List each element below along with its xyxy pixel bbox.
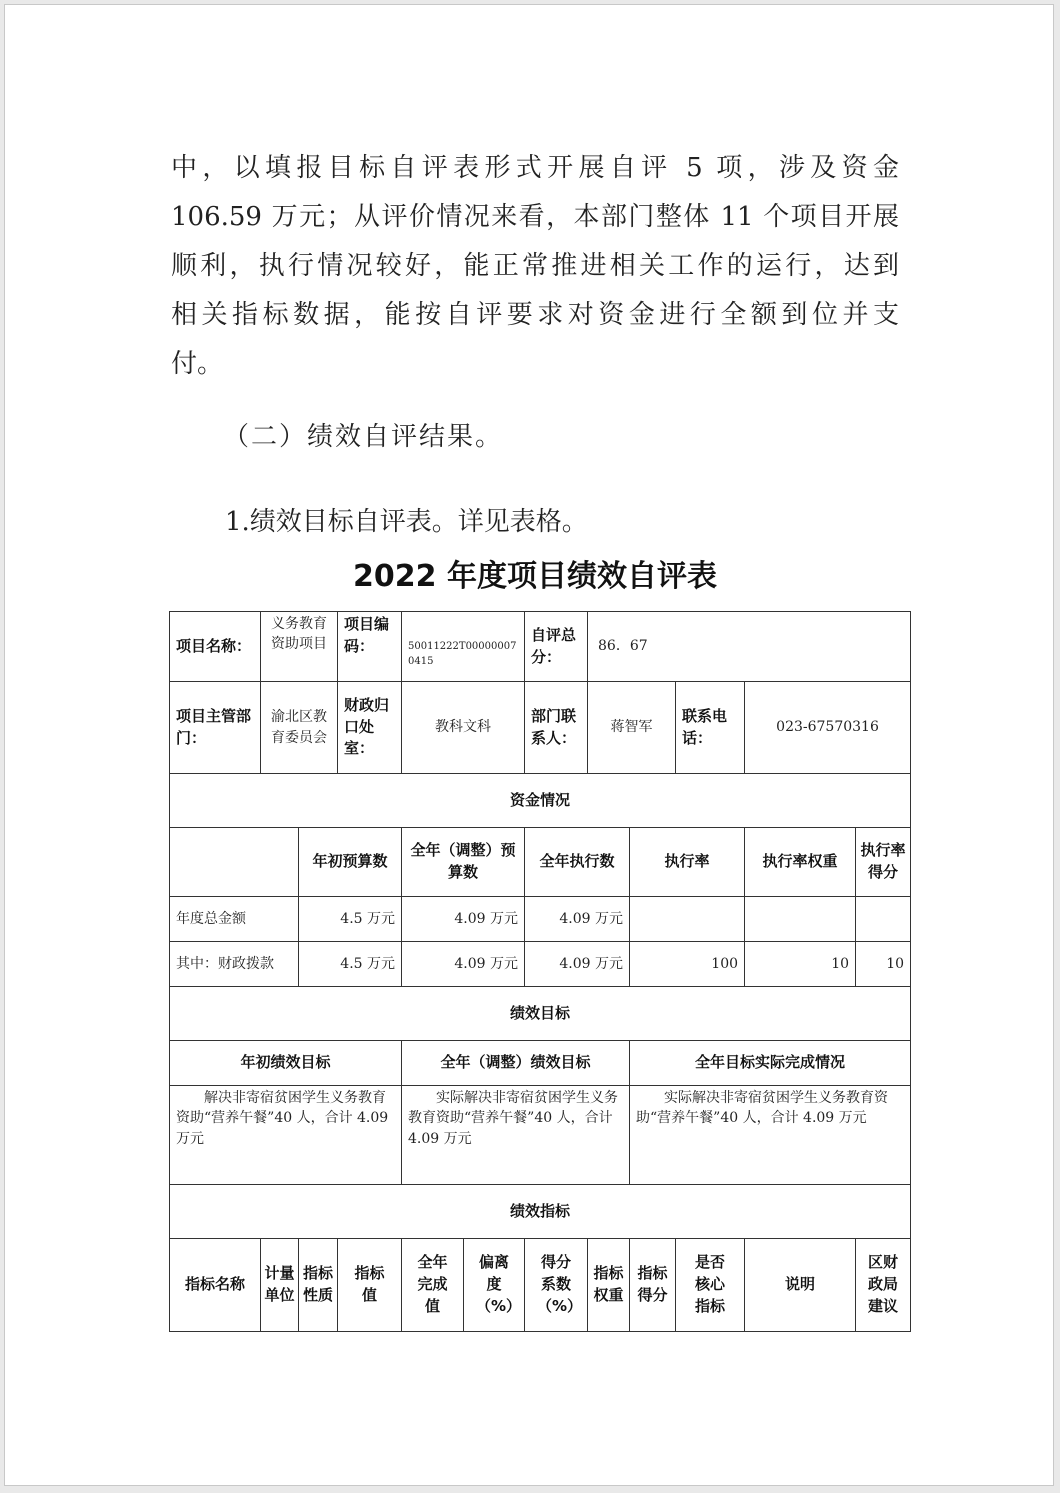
goals-section-row <box>170 987 911 1041</box>
phone-label: 联系电话： <box>676 682 745 774</box>
funds-total-row <box>170 897 911 942</box>
indicators-section-header: 绩效指标 <box>170 1185 911 1239</box>
evaluation-table <box>169 611 911 1332</box>
project-code-label: 项目编码： <box>338 612 402 682</box>
ind-col-target: 指标值 <box>338 1239 402 1332</box>
paragraph-line-3: 顺利，执行情况较好，能正常推进相关工作的运行，达到 <box>171 251 899 281</box>
contact-value: 蒋智军 <box>588 682 676 774</box>
funds-adjusted-value: 4.09 万元 <box>402 897 525 942</box>
goals-col-adjusted: 全年（调整）绩效目标 <box>402 1041 630 1086</box>
project-name-value: 义务教育资助项目 <box>261 612 338 682</box>
funds-initial-value: 4.5 万元 <box>299 897 402 942</box>
ind-col-deviation: 偏离度（%） <box>464 1239 525 1332</box>
ind-col-weight: 指标权重 <box>588 1239 630 1332</box>
ind-col-completed: 全年完成值 <box>402 1239 464 1332</box>
paragraph-line-1: 中，以填报目标自评表形式开展自评 5 项，涉及资金 <box>171 153 899 183</box>
funds-weight-value <box>745 897 856 942</box>
dept-value: 渝北区教育委员会 <box>261 682 338 774</box>
item-heading: 1.绩效目标自评表。详见表格。 <box>225 507 588 537</box>
paragraph-line-5: 付。 <box>171 349 224 379</box>
paragraph-line-2: 106.59 万元；从评价情况来看，本部门整体 11 个项目开展 <box>171 202 899 232</box>
goals-col-initial: 年初绩效目标 <box>170 1041 402 1086</box>
finance-label: 财政归口处室： <box>338 682 402 774</box>
funds-section-header: 资金情况 <box>170 774 911 828</box>
indicator-columns-row <box>170 1239 911 1332</box>
goals-actual-text: 实际解决非寄宿贫困学生义务教育资助“营养午餐”40 人，合计 4.09 万元 <box>630 1086 911 1185</box>
table-title: 2022 年度项目绩效自评表 <box>353 559 717 594</box>
ind-col-core: 是否核心指标 <box>676 1239 745 1332</box>
ind-col-finance-advice: 区财政局建议 <box>856 1239 911 1332</box>
department-row <box>170 682 911 774</box>
funds-initial-value: 4.5 万元 <box>299 942 402 987</box>
funds-corner-cell <box>170 828 299 897</box>
ind-col-score: 指标得分 <box>630 1239 676 1332</box>
funds-row-label: 年度总金额 <box>170 897 299 942</box>
funds-exec-rate-value <box>630 897 745 942</box>
funds-exec-rate-value: 100 <box>630 942 745 987</box>
funds-col-initial-budget: 年初预算数 <box>299 828 402 897</box>
document-page <box>4 4 1054 1486</box>
project-name-label: 项目名称： <box>170 612 261 682</box>
goals-section-header: 绩效目标 <box>170 987 911 1041</box>
funds-fiscal-row <box>170 942 911 987</box>
dept-label: 项目主管部门： <box>170 682 261 774</box>
funds-adjusted-value: 4.09 万元 <box>402 942 525 987</box>
project-code-value: 50011222T000000070415 <box>402 612 525 682</box>
funds-section-row <box>170 774 911 828</box>
funds-col-adjusted-budget: 全年（调整）预算数 <box>402 828 525 897</box>
section-heading: （二）绩效自评结果。 <box>223 422 504 452</box>
goals-columns-row <box>170 1041 911 1086</box>
goals-values-row <box>170 1086 911 1185</box>
ind-col-unit: 计量单位 <box>261 1239 299 1332</box>
funds-col-rate-weight: 执行率权重 <box>745 828 856 897</box>
total-score-value: 86．67 <box>588 612 911 682</box>
goals-adjusted-text: 实际解决非寄宿贫困学生义务教育资助“营养午餐”40 人，合计 4.09 万元 <box>402 1086 630 1185</box>
funds-executed-value: 4.09 万元 <box>525 942 630 987</box>
funds-col-executed: 全年执行数 <box>525 828 630 897</box>
funds-col-rate-score: 执行率得分 <box>856 828 911 897</box>
goals-initial-text: 解决非寄宿贫困学生义务教育资助“营养午餐”40 人，合计 4.09 万元 <box>170 1086 402 1185</box>
funds-executed-value: 4.09 万元 <box>525 897 630 942</box>
indicators-section-row <box>170 1185 911 1239</box>
goals-col-actual: 全年目标实际完成情况 <box>630 1041 911 1086</box>
ind-col-score-coef: 得分系数（%） <box>525 1239 588 1332</box>
funds-row-label: 其中：财政拨款 <box>170 942 299 987</box>
paragraph-line-4: 相关指标数据，能按自评要求对资金进行全额到位并支 <box>171 300 899 330</box>
funds-weight-value: 10 <box>745 942 856 987</box>
total-score-label: 自评总分： <box>525 612 588 682</box>
ind-col-name: 指标名称 <box>170 1239 261 1332</box>
finance-value: 教科文科 <box>402 682 525 774</box>
funds-score-value: 10 <box>856 942 911 987</box>
contact-label: 部门联系人： <box>525 682 588 774</box>
funds-col-exec-rate: 执行率 <box>630 828 745 897</box>
project-info-row <box>170 612 911 682</box>
ind-col-nature: 指标性质 <box>299 1239 338 1332</box>
funds-score-value <box>856 897 911 942</box>
phone-value: 023-67570316 <box>745 682 911 774</box>
funds-columns-row <box>170 828 911 897</box>
ind-col-note: 说明 <box>745 1239 856 1332</box>
